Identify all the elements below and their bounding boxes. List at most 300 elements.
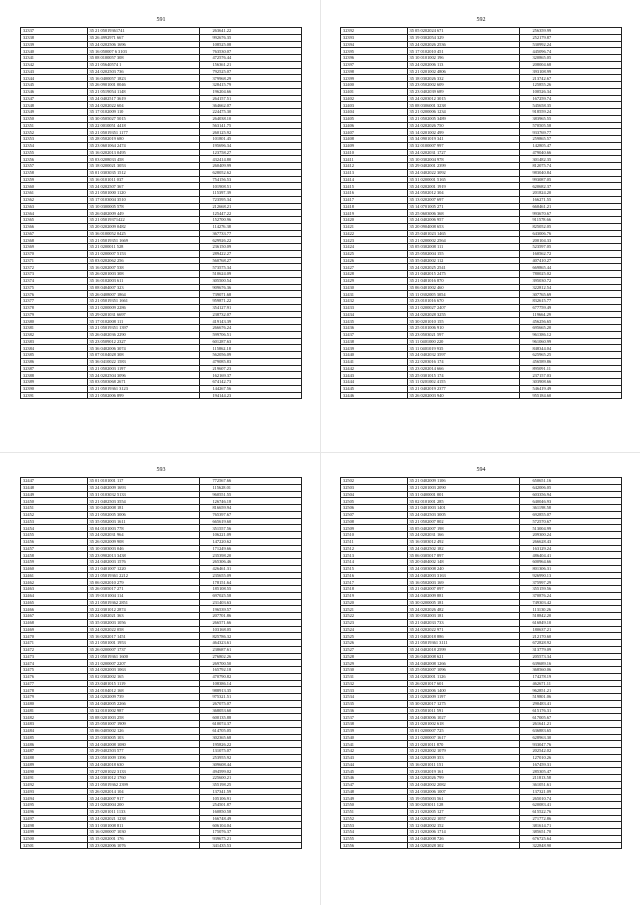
- row-amount: 213742.67: [520, 75, 622, 82]
- row-amount: 175076.37: [200, 829, 302, 836]
- row-index: 32472: [21, 646, 88, 653]
- row-code: 35 23 0402039 689: [407, 88, 520, 95]
- row-amount: 137341.59: [200, 788, 302, 795]
- table-row: [21, 518, 302, 525]
- table-row: [21, 210, 302, 217]
- row-index: 32549: [341, 795, 408, 802]
- row-index: 32552: [341, 815, 408, 822]
- row-index: 32501: [21, 842, 88, 849]
- row-code: 35 22 0301012 2874: [87, 606, 200, 613]
- table-row: [21, 829, 302, 836]
- row-amount: 167259.74: [520, 95, 622, 102]
- row-code: 35 10 0300005 578: [87, 203, 200, 210]
- row-amount: 462671.11: [520, 680, 622, 687]
- row-index: 32512: [341, 545, 408, 552]
- row-code: 35 21 05019362 2399: [87, 781, 200, 788]
- table-row: [341, 700, 622, 707]
- row-code: 35 24 0202009 353: [407, 754, 520, 761]
- row-index: 32462: [21, 579, 88, 586]
- row-code: 35 17 0102009 110: [87, 109, 200, 116]
- row-code: 35 27 0201022 3133: [87, 768, 200, 775]
- row-amount: 236150.09: [200, 244, 302, 251]
- row-amount: 643006.76: [520, 230, 622, 237]
- table-row: [21, 41, 302, 48]
- row-code: 35 29 0201031 6697: [87, 311, 200, 318]
- row-code: 35 21 0202004 200: [87, 802, 200, 809]
- row-code: 35 24 0203012 3015: [407, 95, 520, 102]
- table-row: [21, 223, 302, 230]
- row-code: 35 21 0502006 899: [87, 392, 200, 399]
- row-code: 35 20 0202009 0482: [87, 223, 200, 230]
- row-index: 32471: [21, 640, 88, 647]
- row-index: 32440: [341, 352, 408, 359]
- row-index: 32439: [341, 345, 408, 352]
- table-row: [21, 640, 302, 647]
- row-code: 35 21 0201003 2090: [407, 484, 520, 491]
- table-row: [341, 250, 622, 257]
- row-amount: 933769.77: [520, 129, 622, 136]
- row-index: 32474: [21, 660, 88, 667]
- row-amount: 165792.18: [200, 667, 302, 674]
- row-amount: 211813.58: [520, 775, 622, 782]
- table-row: [21, 822, 302, 829]
- row-amount: 127010.26: [520, 754, 622, 761]
- table-row: [21, 75, 302, 82]
- table-row: [21, 149, 302, 156]
- row-index: 32420: [341, 217, 408, 224]
- row-amount: 672828.92: [520, 640, 622, 647]
- row-index: 32449: [21, 491, 88, 498]
- table-row: [341, 210, 622, 217]
- row-amount: 993087.05: [520, 176, 622, 183]
- row-amount: 125855.26: [520, 82, 622, 89]
- row-amount: 832615.77: [520, 298, 622, 305]
- row-amount: 546419.49: [520, 385, 622, 392]
- row-amount: 289422.27: [200, 250, 302, 257]
- row-code: 35 21 05019351 1669: [87, 237, 200, 244]
- row-code: 35 21 0502007 802: [407, 518, 520, 525]
- row-code: 35 24 0402003 3163: [407, 572, 520, 579]
- table-row: [21, 358, 302, 365]
- row-code: 35 21 05019361 3111: [407, 640, 520, 647]
- table-row: [21, 707, 302, 714]
- row-code: 35 21 05019371422: [87, 217, 200, 224]
- table-row: [341, 640, 622, 647]
- row-amount: 125447.22: [200, 210, 302, 217]
- table-row: [21, 365, 302, 372]
- row-code: 35 24 0202026 799: [407, 775, 520, 782]
- table-row: [21, 102, 302, 109]
- row-index: 32442: [341, 365, 408, 372]
- table-row: [21, 498, 302, 505]
- row-code: 35 23 0601064 2474: [87, 142, 200, 149]
- row-index: 32416: [341, 190, 408, 197]
- row-code: 35 26 4992971 667: [87, 34, 200, 41]
- row-code: 35 23 0501009 1396: [87, 754, 200, 761]
- row-index: 32441: [341, 358, 408, 365]
- table-row: [341, 525, 622, 532]
- row-code: 35 21 0200006 1234: [407, 109, 520, 116]
- table-row: [21, 835, 302, 842]
- table-row: [341, 741, 622, 748]
- row-code: 35 18 0302026 332: [407, 75, 520, 82]
- data-table: [340, 477, 622, 849]
- row-amount: 354127.91: [200, 304, 302, 311]
- row-amount: 370876.24: [520, 592, 622, 599]
- row-amount: 147220.62: [200, 538, 302, 545]
- row-index: 32506: [341, 505, 408, 512]
- row-amount: 432414.80: [200, 156, 302, 163]
- table-row: [341, 781, 622, 788]
- table-row: [341, 484, 622, 491]
- row-index: 32513: [341, 552, 408, 559]
- table-row: [341, 532, 622, 539]
- row-code: 35 16 0303012 492: [407, 538, 520, 545]
- row-amount: 238732.07: [200, 311, 302, 318]
- row-index: 32389: [21, 379, 88, 386]
- table-row: [341, 277, 622, 284]
- row-index: 32396: [341, 55, 408, 62]
- row-amount: 174278.19: [520, 673, 622, 680]
- row-index: 32417: [341, 196, 408, 203]
- row-index: 32386: [21, 358, 88, 365]
- row-code: 35 21 0502005 3006: [87, 511, 200, 518]
- row-amount: 328415.79: [200, 82, 302, 89]
- row-index: 32478: [21, 687, 88, 694]
- table-row: [341, 230, 622, 237]
- row-index: 32407: [341, 129, 408, 136]
- row-index: 32419: [341, 210, 408, 217]
- table-row: [341, 365, 622, 372]
- row-code: 35 21 05019362 2851: [87, 599, 200, 606]
- row-index: 32496: [21, 808, 88, 815]
- row-index: 32415: [341, 183, 408, 190]
- row-code: 35 26 0305017 271: [87, 586, 200, 593]
- row-index: 32377: [21, 298, 88, 305]
- row-code: 35 30 0202017 1275: [407, 700, 520, 707]
- row-index: 32364: [21, 210, 88, 217]
- row-amount: 260125.92: [200, 129, 302, 136]
- row-index: 32443: [341, 372, 408, 379]
- row-amount: 464323.61: [200, 640, 302, 647]
- row-index: 32487: [21, 748, 88, 755]
- table-row: [341, 694, 622, 701]
- table-row: [21, 815, 302, 822]
- document-page-592: [340, 15, 622, 440]
- row-index: 32418: [341, 203, 408, 210]
- row-amount: 763530.07: [200, 48, 302, 55]
- row-amount: 961060.99: [520, 338, 622, 345]
- row-code: 35 21 0200009 2286: [87, 304, 200, 311]
- row-amount: 642006.05: [520, 484, 622, 491]
- row-amount: 166748.49: [200, 815, 302, 822]
- row-amount: 171249.66: [200, 545, 302, 552]
- row-code: 35 16 0102003 611: [87, 277, 200, 284]
- row-index: 32454: [21, 525, 88, 532]
- row-index: 32491: [21, 775, 88, 782]
- row-amount: 106221.09: [200, 532, 302, 539]
- table-row: [341, 271, 622, 278]
- row-code: 35 24 0202507 367: [87, 183, 200, 190]
- table-row: [21, 250, 302, 257]
- row-index: 32388: [21, 372, 88, 379]
- table-row: [341, 358, 622, 365]
- table-row: [341, 606, 622, 613]
- table-row: [341, 579, 622, 586]
- row-index: 32355: [21, 149, 88, 156]
- row-code: 35 24 0202503 736: [87, 68, 200, 75]
- table-row: [21, 385, 302, 392]
- table-row: [21, 352, 302, 359]
- table-row: [21, 95, 302, 102]
- table-row: [21, 311, 302, 318]
- table-row: [21, 203, 302, 210]
- row-amount: 231403.63: [200, 599, 302, 606]
- row-code: 35 19 0302054 329: [407, 34, 520, 41]
- row-code: 35 21 0501000 1120: [87, 190, 200, 197]
- row-index: 32503: [341, 484, 408, 491]
- row-amount: 379968.29: [200, 75, 302, 82]
- row-code: 35 22 0203016 174: [407, 358, 520, 365]
- row-amount: 961386.12: [520, 331, 622, 338]
- row-code: 35 24 0202031 166: [407, 532, 520, 539]
- row-index: 32554: [341, 829, 408, 836]
- table-row: [21, 565, 302, 572]
- row-amount: 180637.21: [520, 626, 622, 633]
- table-row: [21, 491, 302, 498]
- row-index: 32527: [341, 646, 408, 653]
- table-row: [341, 802, 622, 809]
- row-amount: 620083.41: [520, 802, 622, 809]
- row-amount: 518842.20: [520, 613, 622, 620]
- row-index: 32432: [341, 298, 408, 305]
- row-code: 35 21 05019351 1177: [87, 129, 200, 136]
- row-amount: 178151.64: [200, 579, 302, 586]
- row-amount: 918559.24: [520, 109, 622, 116]
- row-code: 35 01 0101001 117: [87, 478, 200, 485]
- row-amount: 320865.05: [520, 55, 622, 62]
- row-index: 32400: [341, 82, 408, 89]
- row-code: 35 26 0202009 908: [87, 538, 200, 545]
- row-amount: 393108.99: [520, 68, 622, 75]
- row-amount: 697025.58: [200, 592, 302, 599]
- table-row: [341, 264, 622, 271]
- row-code: 35 36 0410022 1583: [87, 358, 200, 365]
- data-table: [340, 27, 622, 399]
- row-code: 35 21 05019351 1661: [87, 298, 200, 305]
- row-index: 32341: [21, 55, 88, 62]
- row-code: 35 35 0302003 1056: [87, 619, 200, 626]
- row-code: 35 32 0100007 997: [407, 142, 520, 149]
- row-index: 32447: [21, 478, 88, 485]
- row-amount: 911578.66: [520, 217, 622, 224]
- row-amount: 351557.56: [200, 525, 302, 532]
- row-index: 32410: [341, 149, 408, 156]
- row-index: 32532: [341, 680, 408, 687]
- table-row: [21, 277, 302, 284]
- row-code: 35 24 0402007 917: [87, 795, 200, 802]
- table-row: [21, 680, 302, 687]
- table-row: [341, 707, 622, 714]
- row-code: 35 21 0201002 618: [407, 721, 520, 728]
- row-index: 32536: [341, 707, 408, 714]
- row-amount: 407410.27: [520, 257, 622, 264]
- row-index: 32514: [341, 559, 408, 566]
- row-amount: 600135.88: [200, 714, 302, 721]
- table-row: [341, 284, 622, 291]
- row-amount: 263641.22: [200, 28, 302, 35]
- row-amount: 265306.46: [200, 559, 302, 566]
- row-amount: 933047.76: [520, 741, 622, 748]
- row-index: 32363: [21, 203, 88, 210]
- row-index: 32348: [21, 102, 88, 109]
- row-index: 32477: [21, 680, 88, 687]
- table-row: [341, 734, 622, 741]
- row-code: 35 31 0400001 001: [407, 491, 520, 498]
- row-amount: 305500.54: [200, 277, 302, 284]
- row-code: 35 35 0402002 112: [407, 257, 520, 264]
- row-index: 32411: [341, 156, 408, 163]
- row-code: 35 24 0202009 739: [87, 694, 200, 701]
- row-index: 32431: [341, 291, 408, 298]
- row-index: 32408: [341, 136, 408, 143]
- row-index: 32435: [341, 318, 408, 325]
- row-index: 32534: [341, 694, 408, 701]
- row-amount: 962851.21: [520, 687, 622, 694]
- table-row: [341, 244, 622, 251]
- row-code: 35 16 050007 6 3103: [87, 48, 200, 55]
- table-row: [341, 768, 622, 775]
- row-amount: 479040.66: [520, 149, 622, 156]
- table-row: [341, 775, 622, 782]
- table-row: [21, 748, 302, 755]
- row-amount: 562056.09: [200, 352, 302, 359]
- row-index: 32421: [341, 223, 408, 230]
- row-amount: 472576.44: [200, 55, 302, 62]
- table-row: [21, 88, 302, 95]
- row-code: 35 34 0901019 341: [407, 136, 520, 143]
- row-amount: 419143.39: [200, 318, 302, 325]
- table-row: [341, 633, 622, 640]
- row-amount: 260409.99: [200, 163, 302, 170]
- document-page-594: [340, 465, 622, 890]
- row-code: 35 24 0402517 3619: [87, 95, 200, 102]
- table-row: [341, 835, 622, 842]
- row-code: 35 24 0202003 1063: [87, 667, 200, 674]
- table-row: [341, 115, 622, 122]
- row-code: 35 21 05019361 3123: [87, 385, 200, 392]
- row-amount: 101908.51: [200, 183, 302, 190]
- row-index: 32393: [341, 34, 408, 41]
- row-code: 35 16 0201011 151: [407, 761, 520, 768]
- row-index: 32437: [341, 331, 408, 338]
- table-row: [341, 822, 622, 829]
- row-amount: 160562.72: [520, 250, 622, 257]
- row-code: 35 24 0402006 957: [407, 217, 520, 224]
- row-amount: 801306.31: [520, 565, 622, 572]
- row-amount: 290483.41: [520, 700, 622, 707]
- row-code: 35 24 0402003 1576: [87, 559, 200, 566]
- row-code: 35 31 0103032 5133: [87, 491, 200, 498]
- row-amount: 201824.20: [520, 190, 622, 197]
- table-row: [341, 748, 622, 755]
- table-row: [21, 230, 302, 237]
- row-index: 32391: [21, 392, 88, 399]
- page-number: 593: [156, 467, 166, 473]
- row-index: 32500: [21, 835, 88, 842]
- row-code: 35 30 0201010 155: [407, 318, 520, 325]
- table-row: [341, 203, 622, 210]
- row-index: 32426: [341, 257, 408, 264]
- row-amount: 209300.24: [520, 532, 622, 539]
- table-row: [341, 331, 622, 338]
- row-index: 32428: [341, 271, 408, 278]
- row-index: 32541: [341, 741, 408, 748]
- row-code: 35 24 0202026 2536: [407, 41, 520, 48]
- row-code: 35 24 0402002 2082: [407, 781, 520, 788]
- table-row: [341, 392, 622, 399]
- row-amount: 616849.10: [520, 619, 622, 626]
- row-code: 35 24 0402008 1266: [407, 660, 520, 667]
- row-code: 35 01 0303035 1512: [87, 169, 200, 176]
- table-row: [21, 673, 302, 680]
- row-amount: 219607.23: [200, 365, 302, 372]
- table-row: [341, 714, 622, 721]
- row-index: 32360: [21, 183, 88, 190]
- table-row: [21, 392, 302, 399]
- row-code: 35 24 0104012 168: [87, 687, 200, 694]
- row-index: 32450: [21, 498, 88, 505]
- row-amount: 266628.43: [520, 538, 622, 545]
- row-index: 32544: [341, 761, 408, 768]
- row-index: 32526: [341, 640, 408, 647]
- row-amount: 364662.07: [200, 102, 302, 109]
- row-code: 35 23 0101016 670: [407, 298, 520, 305]
- row-amount: 599706.51: [200, 331, 302, 338]
- table-row: [341, 318, 622, 325]
- row-code: 35 20 0904008 653: [407, 223, 520, 230]
- page-gutter-horizontal: [0, 452, 640, 453]
- row-code: 35 21 0519054 1148: [87, 88, 200, 95]
- row-index: 32504: [341, 491, 408, 498]
- row-amount: 265010.74: [520, 795, 622, 802]
- row-code: 35 21 0200011 528: [87, 244, 200, 251]
- row-amount: 313779.09: [520, 646, 622, 653]
- row-index: 32456: [21, 538, 88, 545]
- row-code: 35 21 0402019 2377: [407, 385, 520, 392]
- row-index: 32429: [341, 277, 408, 284]
- row-index: 32356: [21, 156, 88, 163]
- table-row: [341, 372, 622, 379]
- row-code: 35 22 0010051 4418: [87, 122, 200, 129]
- table-row: [341, 829, 622, 836]
- table-row: [341, 169, 622, 176]
- row-amount: 563141.75: [200, 122, 302, 129]
- row-index: 32489: [21, 761, 88, 768]
- row-index: 32338: [21, 34, 88, 41]
- row-amount: 105106.91: [200, 795, 302, 802]
- row-amount: 237157.03: [520, 372, 622, 379]
- table-row: [341, 379, 622, 386]
- table-row: [21, 156, 302, 163]
- row-code: 35 23 0501011 591: [407, 707, 520, 714]
- row-code: 35 21 0402503 3554: [87, 498, 200, 505]
- row-code: 35 26 0901001 0046: [87, 82, 200, 89]
- row-amount: 144267.56: [200, 385, 302, 392]
- row-amount: 992676.35: [200, 34, 302, 41]
- row-index: 32370: [21, 250, 88, 257]
- row-index: 32436: [341, 325, 408, 332]
